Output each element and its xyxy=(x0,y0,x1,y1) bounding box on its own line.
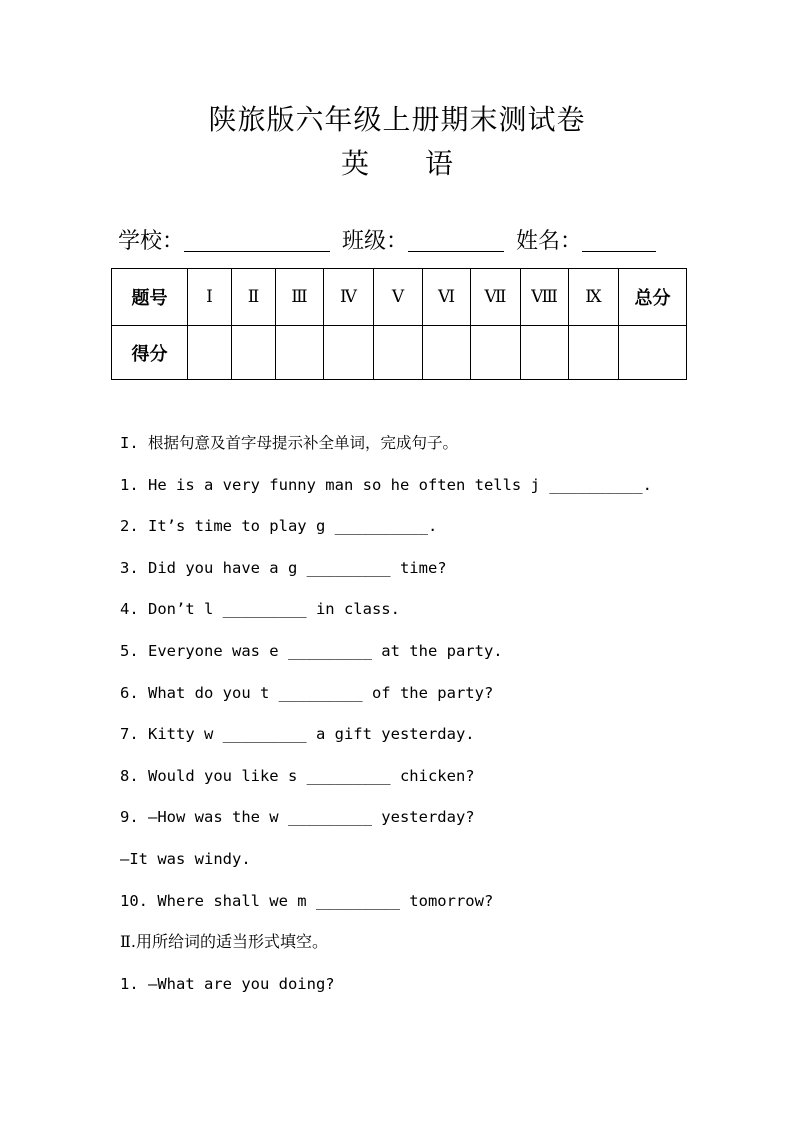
student-info-row xyxy=(118,224,678,255)
score-cell[interactable] xyxy=(232,326,276,380)
section-1-heading: I. 根据句意及首字母提示补全单词，完成句子。 xyxy=(120,434,458,452)
score-cell[interactable] xyxy=(188,326,232,380)
question-line: 8. Would you like s _________ chicken? xyxy=(120,766,475,785)
score-cell[interactable] xyxy=(324,326,374,380)
question-number-row xyxy=(112,269,687,326)
answer-line: —It was windy. xyxy=(120,849,251,868)
col-header: Ⅵ xyxy=(423,269,471,326)
exam-title: 陕旅版六年级上册期末测试卷 xyxy=(208,103,586,136)
question-line: 1. He is a very funny man so he often tells j __________. xyxy=(120,475,652,494)
question-line: 7. Kitty w _________ a gift yesterday. xyxy=(120,725,475,744)
score-row xyxy=(112,326,687,380)
subject-char-2: 语 xyxy=(425,147,454,180)
score-cell[interactable] xyxy=(276,326,324,380)
school-blank[interactable] xyxy=(184,227,330,252)
col-header: Ⅴ xyxy=(374,269,423,326)
col-header: Ⅲ xyxy=(276,269,324,326)
score-table xyxy=(111,268,687,380)
class-blank[interactable] xyxy=(408,227,504,252)
question-line: 9. —How was the w _________ yesterday? xyxy=(120,808,475,827)
col-header: Ⅰ xyxy=(188,269,232,326)
name-blank[interactable] xyxy=(582,227,656,252)
school-label: 学校： xyxy=(118,229,185,254)
total-label: 总分 xyxy=(619,269,687,326)
col-header: Ⅷ xyxy=(521,269,569,326)
name-label: 姓名： xyxy=(516,229,583,254)
subject-char-1: 英 xyxy=(340,147,369,180)
col-header: Ⅳ xyxy=(324,269,374,326)
score-cell[interactable] xyxy=(423,326,471,380)
col-header: Ⅸ xyxy=(569,269,619,326)
question-content xyxy=(120,431,720,1013)
question-line: 10. Where shall we m _________ tomorrow? xyxy=(120,891,494,910)
score-cell[interactable] xyxy=(521,326,569,380)
section-2-heading: Ⅱ.用所给词的适当形式填空。 xyxy=(120,932,328,952)
score-cell[interactable] xyxy=(471,326,521,380)
question-line: 3. Did you have a g _________ time? xyxy=(120,558,447,577)
question-number-label: 题号 xyxy=(112,269,188,326)
question-line: 5. Everyone was e _________ at the party. xyxy=(120,641,503,660)
score-cell[interactable] xyxy=(374,326,423,380)
question-line: 2. It’s time to play g __________. xyxy=(120,517,438,536)
subject-title xyxy=(0,142,794,182)
total-score-cell[interactable] xyxy=(619,326,687,380)
score-cell[interactable] xyxy=(569,326,619,380)
class-label: 班级： xyxy=(342,229,409,254)
col-header: Ⅱ xyxy=(232,269,276,326)
question-line: 1. —What are you doing? xyxy=(120,974,335,993)
question-line: 6. What do you t _________ of the party? xyxy=(120,683,494,702)
question-line: 4. Don’t l _________ in class. xyxy=(120,600,400,619)
col-header: Ⅶ xyxy=(471,269,521,326)
score-label: 得分 xyxy=(112,326,188,380)
